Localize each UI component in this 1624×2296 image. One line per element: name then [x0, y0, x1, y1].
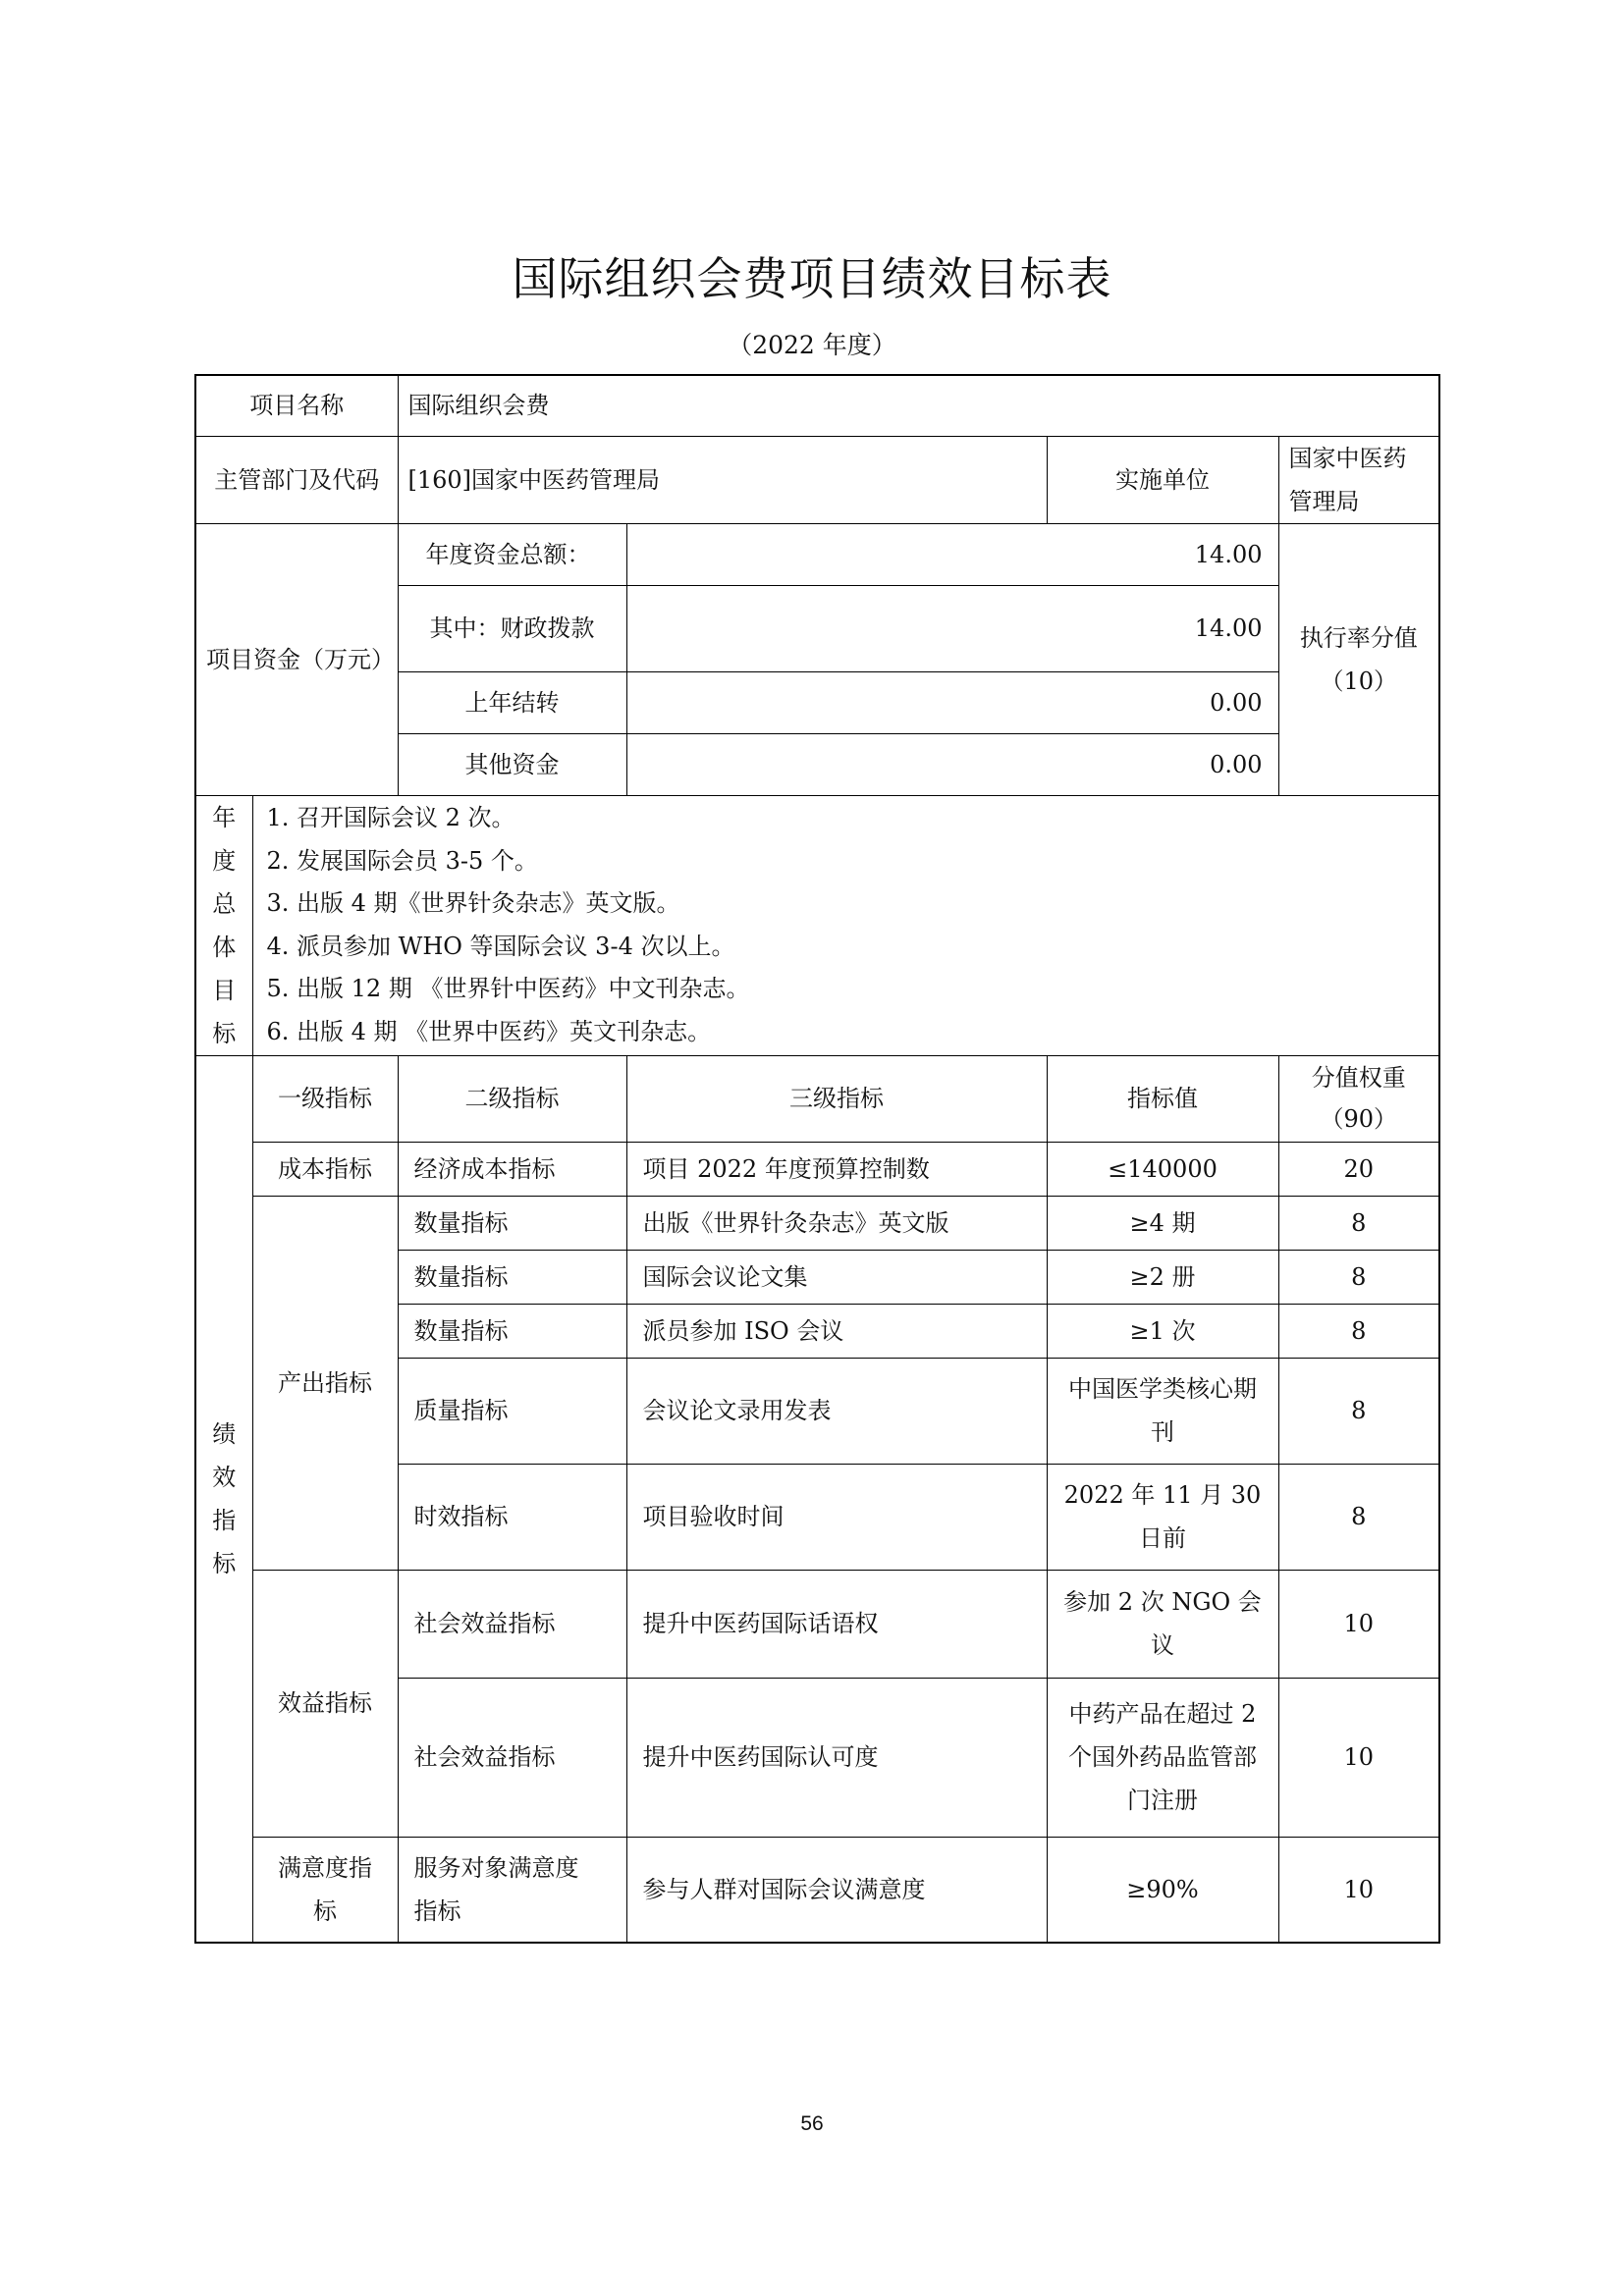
header-weight: 分值权重（90）: [1278, 1055, 1439, 1142]
goal-item: 1. 召开国际会议 2 次。: [266, 804, 515, 831]
output-weight: 8: [1278, 1196, 1439, 1250]
funds-row-value: 0.00: [626, 671, 1278, 733]
satisfaction-l2: 服务对象满意度指标: [398, 1837, 626, 1943]
output-value: ≥1 次: [1047, 1304, 1278, 1358]
vertical-char: 年: [212, 803, 237, 831]
output-l3: 会议论文录用发表: [626, 1358, 1047, 1464]
goal-item: 2. 发展国际会员 3-5 个。: [266, 846, 538, 875]
year-subtitle: （2022 年度）: [728, 331, 896, 359]
output-l3: 项目验收时间: [626, 1464, 1047, 1570]
satisfaction-l3: 参与人群对国际会议满意度: [626, 1837, 1047, 1943]
benefit-l2: 社会效益指标: [398, 1570, 626, 1678]
funds-row-label: 其他资金: [398, 733, 626, 795]
goal-item: 6. 出版 4 期 《世界中医药》英文刊杂志。: [266, 1017, 712, 1045]
output-weight: 8: [1278, 1250, 1439, 1304]
funds-row-label: 其中：财政拨款: [398, 585, 626, 671]
vertical-char: 总: [212, 889, 237, 918]
output-l2: 数量指标: [398, 1304, 626, 1358]
goals-label-text: [196, 796, 252, 1055]
benefit-weight: 10: [1278, 1678, 1439, 1837]
page-title: 国际组织会费项目绩效目标表: [512, 252, 1112, 305]
output-l1: 产出指标: [252, 1196, 398, 1570]
output-weight: 8: [1278, 1464, 1439, 1570]
satisfaction-l1: 满意度指标: [252, 1837, 398, 1943]
vertical-char: 度: [212, 846, 237, 875]
benefit-value: 参加 2 次 NGO 会议: [1047, 1570, 1278, 1678]
output-value: ≥4 期: [1047, 1196, 1278, 1250]
vertical-char: 目: [212, 976, 237, 1004]
satisfaction-value: ≥90%: [1047, 1837, 1278, 1943]
funds-row-value: 14.00: [626, 523, 1278, 585]
cost-weight: 20: [1278, 1142, 1439, 1196]
satisfaction-weight: 10: [1278, 1837, 1439, 1943]
benefit-l2: 社会效益指标: [398, 1678, 626, 1837]
dept-value: [160]国家中医药管理局: [398, 436, 1047, 523]
goals-list: [252, 795, 1439, 1055]
cost-value: ≤140000: [1047, 1142, 1278, 1196]
benefit-weight: 10: [1278, 1570, 1439, 1678]
cost-l1: 成本指标: [252, 1142, 398, 1196]
indicators-label: [195, 1055, 252, 1943]
dept-label: 主管部门及代码: [195, 436, 398, 523]
exec-rate-label: 执行率分值: [1299, 623, 1418, 652]
project-name-label: 项目名称: [195, 375, 398, 436]
header-l3: 三级指标: [626, 1055, 1047, 1142]
exec-rate-cell: [1278, 523, 1439, 795]
funds-label: 项目资金（万元）: [195, 523, 398, 795]
page-number: 56: [800, 2112, 824, 2135]
output-weight: 8: [1278, 1304, 1439, 1358]
goal-item: 3. 出版 4 期《世界针灸杂志》英文版。: [266, 889, 680, 917]
funds-row-label: 上年结转: [398, 671, 626, 733]
vertical-char: 标: [212, 1019, 237, 1047]
vertical-char: 效: [212, 1463, 237, 1491]
vertical-char: 标: [212, 1549, 237, 1577]
vertical-char: 绩: [212, 1419, 237, 1448]
benefit-l1: 效益指标: [252, 1570, 398, 1837]
output-value: 2022 年 11 月 30 日前: [1047, 1464, 1278, 1570]
output-l2: 质量指标: [398, 1358, 626, 1464]
output-l2: 数量指标: [398, 1196, 626, 1250]
header-l1: 一级指标: [252, 1055, 398, 1142]
goal-item: 5. 出版 12 期 《世界针中医药》中文刊杂志。: [266, 975, 750, 1002]
funds-row-value: 0.00: [626, 733, 1278, 795]
output-l3: 派员参加 ISO 会议: [626, 1304, 1047, 1358]
cost-l3: 项目 2022 年度预算控制数: [626, 1142, 1047, 1196]
output-l3: 出版《世界针灸杂志》英文版: [626, 1196, 1047, 1250]
header-l2: 二级指标: [398, 1055, 626, 1142]
output-l3: 国际会议论文集: [626, 1250, 1047, 1304]
benefit-l3: 提升中医药国际话语权: [626, 1570, 1047, 1678]
output-l2: 数量指标: [398, 1250, 626, 1304]
output-l2: 时效指标: [398, 1464, 626, 1570]
impl-label: 实施单位: [1047, 436, 1278, 523]
output-value: 中国医学类核心期刊: [1047, 1358, 1278, 1464]
indicators-label-text: [196, 1413, 252, 1585]
exec-rate-value: （10）: [1320, 667, 1398, 695]
output-weight: 8: [1278, 1358, 1439, 1464]
goal-item: 4. 派员参加 WHO 等国际会议 3-4 次以上。: [266, 932, 735, 960]
output-value: ≥2 册: [1047, 1250, 1278, 1304]
funds-row-value: 14.00: [626, 585, 1278, 671]
project-name-value: 国际组织会费: [398, 375, 1439, 436]
vertical-char: 指: [212, 1506, 237, 1534]
benefit-l3: 提升中医药国际认可度: [626, 1678, 1047, 1837]
impl-value: 国家中医药管理局: [1278, 436, 1439, 523]
cost-l2: 经济成本指标: [398, 1142, 626, 1196]
funds-row-label: 年度资金总额：: [398, 523, 626, 585]
benefit-value: 中药产品在超过 2 个国外药品监管部门注册: [1047, 1678, 1278, 1837]
performance-table: [194, 374, 1440, 1944]
vertical-char: 体: [212, 933, 237, 961]
goals-label: [195, 795, 252, 1055]
header-value: 指标值: [1047, 1055, 1278, 1142]
